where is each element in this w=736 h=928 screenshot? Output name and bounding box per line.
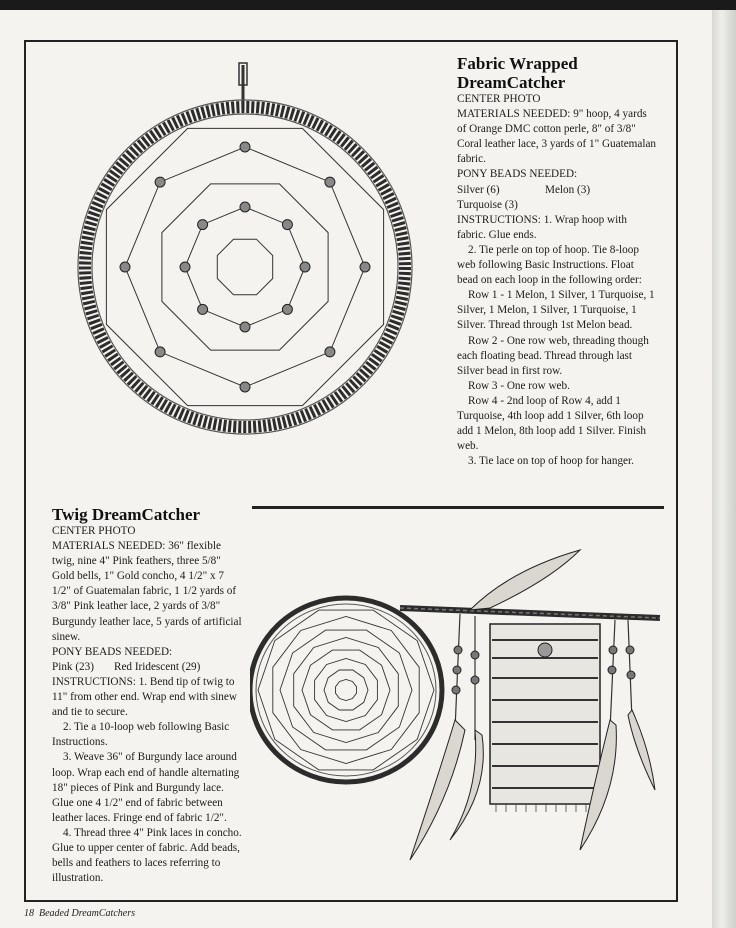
fabric-title-line1: Fabric Wrapped (457, 54, 578, 73)
bead (282, 220, 292, 230)
fabric-bead-list (457, 183, 657, 198)
bead (198, 304, 208, 314)
bead (240, 202, 250, 212)
web-ring (294, 638, 399, 743)
bead (155, 177, 165, 187)
fabric-dreamcatcher-illustration (70, 55, 430, 435)
book-title: Beaded DreamCatchers (39, 908, 135, 919)
bead (240, 382, 250, 392)
twig-dreamcatcher-illustration (250, 540, 670, 880)
fabric-dreamcatcher-instructions (457, 54, 657, 469)
web-ring (280, 630, 412, 750)
twig-instruction-3: 3. Weave 36" of Burgundy lace around loop. Wrap each end of handle alternating 18" pieces of Pink and Burgundy lace. Glue one 4 1/2" end of fabric between leather laces. Fringe end of fabric 1/2". (52, 751, 240, 824)
twig-instruction-1: INSTRUCTIONS: 1. Bend tip of twig to 11" from other end. Wrap end with sinew and tie to secure. (52, 675, 237, 719)
page-footer (24, 908, 135, 919)
bead (300, 262, 310, 272)
fabric-instruction-1: INSTRUCTIONS: 1. Wrap hoop with fabric. Glue ends. (457, 213, 627, 241)
fabric-row-2: Row 2 - One row web, threading though each floating bead. Thread through last Silver bead in first row. (457, 334, 649, 377)
twig-center-photo: CENTER PHOTO (52, 525, 136, 537)
section-divider (252, 506, 664, 509)
web-ring (273, 617, 419, 764)
web-ring (336, 680, 357, 701)
fabric-row-4: Row 4 - 2nd loop of Row 4, add 1 Turquoise, 4th loop add 1 Silver, 6th loop add 1 Melon, 8th loop add 1 Silver. Finish web. (457, 394, 646, 453)
fabric-title-line2: DreamCatcher (457, 73, 566, 92)
fabric-beads-heading: PONY BEADS NEEDED: (457, 168, 578, 181)
bead-melon: Melon (3) (545, 183, 591, 196)
twig-dreamcatcher-instructions (52, 505, 242, 886)
fabric-title (457, 54, 657, 92)
fabric-row-1: Row 1 - 1 Melon, 1 Silver, 1 Turquoise, 1 Silver, 1 Melon, 1 Silver, 1 Turquoise, 1 Silver. Thread through 1st Melon bead. (457, 289, 655, 332)
fabric-materials: MATERIALS NEEDED: 9" hoop, 4 yards of Orange DMC cotton perle, 8" of 3/8" Coral leather lace, 3 yards of 1" Guatemalan fabric. (457, 108, 657, 166)
bead-pink: Pink (23) (52, 660, 94, 673)
bead (282, 304, 292, 314)
fabric-instruction-2: 2. Tie perle on top of hoop. Tie 8-loop web following Basic Instructions. Float bead on each loop in the following order: (457, 243, 642, 287)
bead (198, 220, 208, 230)
bead-turquoise: Turquoise (3) (457, 198, 518, 211)
page-edge (712, 10, 736, 928)
web-ring (258, 610, 434, 770)
web-ring (302, 650, 390, 730)
twig-beads-heading: PONY BEADS NEEDED: (52, 645, 173, 658)
bead (180, 262, 190, 272)
fabric-instruction-3: 3. Tie lace on top of hoop for hanger. (468, 455, 634, 468)
web-ring (217, 239, 272, 294)
bead (155, 347, 165, 357)
page-number: 18 (24, 908, 34, 919)
bead-silver: Silver (6) (457, 183, 500, 196)
twig-materials: MATERIALS NEEDED: 36" flexible twig, nine 4" Pink feathers, three 5/8" Gold bells, 1" Gold concho, 4 1/2" x 7 1/2" of Guatemalan fabric, 1 1/2 yards of 3/8" Pink leather lace, 2 yards of 3/8" Burgundy leather lace, 5 yards of artificial sinew. (52, 540, 242, 643)
twig-bead-list (52, 660, 242, 675)
bead (240, 322, 250, 332)
web-ring (324, 670, 368, 710)
bead (120, 262, 130, 272)
web-ring (106, 128, 383, 405)
fabric-center-photo: CENTER PHOTO (457, 93, 541, 105)
fabric-row-3: Row 3 - One row web. (468, 379, 570, 392)
bead (325, 177, 335, 187)
bead (360, 262, 370, 272)
twig-title: Twig DreamCatcher (52, 505, 201, 524)
twig-instruction-4: 4. Thread three 4" Pink laces in concho. Glue to upper center of fabric. Add beads, bells and feathers to laces referring to illustration. (52, 826, 242, 885)
bead-red-iridescent: Red Iridescent (29) (114, 660, 201, 673)
bead (240, 142, 250, 152)
bead (325, 347, 335, 357)
twig-instruction-2: 2. Tie a 10-loop web following Basic Instructions. (52, 721, 230, 749)
